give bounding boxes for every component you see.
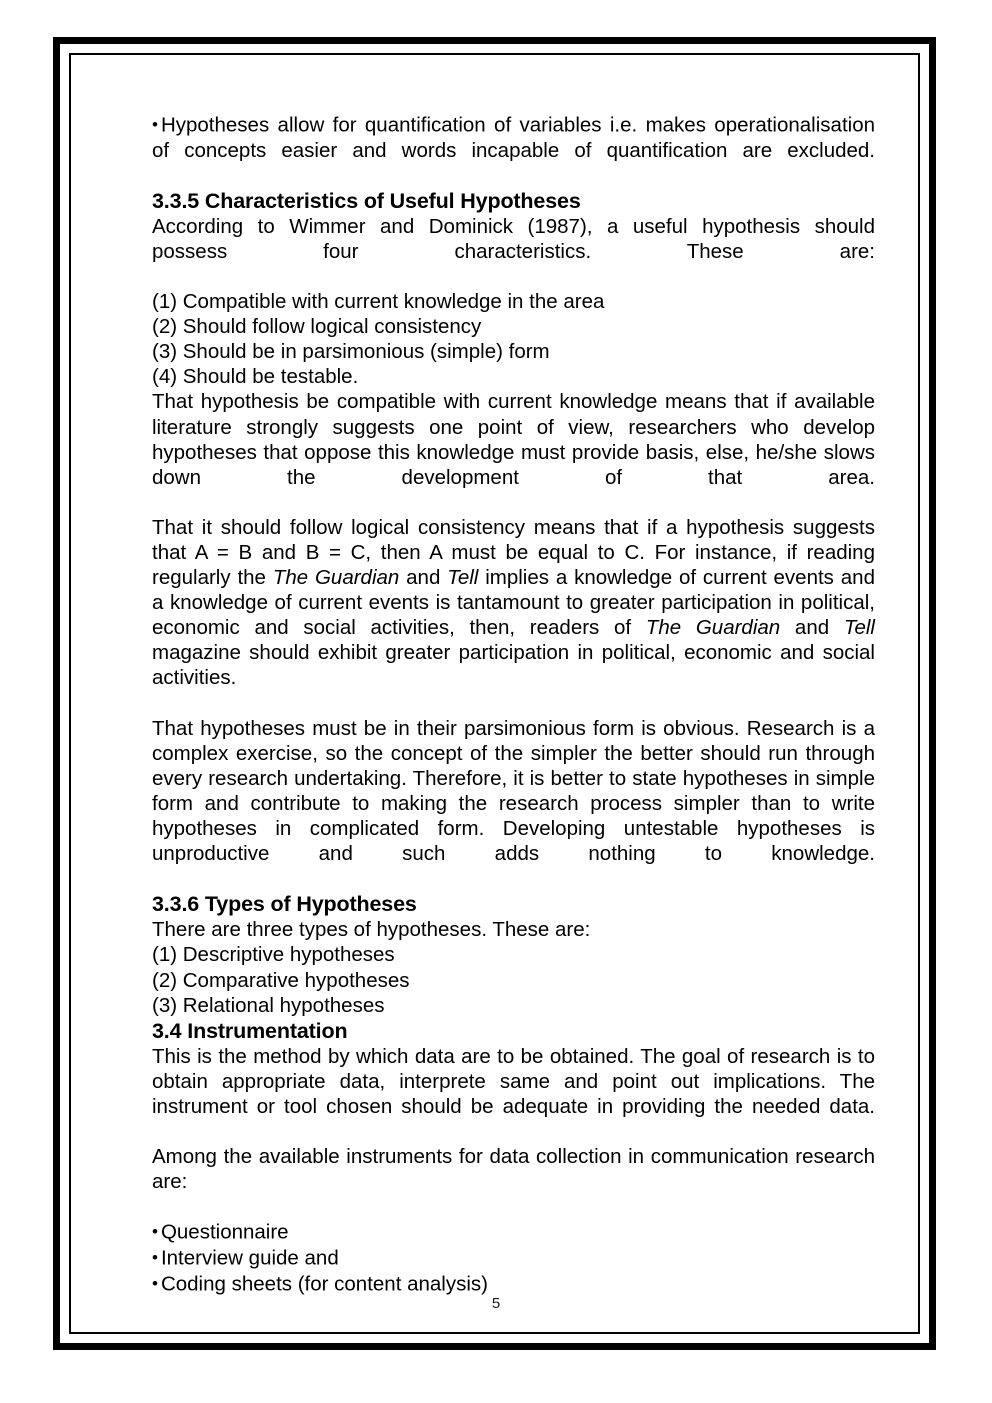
paragraph-logical-consistency xyxy=(152,515,875,716)
heading-3-3-6: 3.3.6 Types of Hypotheses xyxy=(152,892,417,917)
list-item-335-1: (1) Compatible with current knowledge in the area xyxy=(152,290,605,314)
paragraph-logical-seg3: implies a knowledge of current events and a knowledge of current events is tantamount to greater participation in political, economic and social activities, then, readers of xyxy=(152,566,875,640)
instrument-list-item-interview-guide xyxy=(152,1245,875,1271)
list-item-335-4: (4) Should be testable. xyxy=(152,365,359,389)
page-number: 5 xyxy=(491,1295,501,1312)
instrument-label: Questionnaire xyxy=(160,1220,289,1244)
paragraph-parsimonious-form: That hypotheses must be in their parsimonious form is obvious. Research is a complex exercise, so the concept of the simpler the better should run through every research undertaking. Therefore, it is better to state hypotheses in simple form and contribute to making the research process simpler than to write hypotheses in complicated form. Developing untestable hypotheses is unproductive and such adds nothing to knowledge. xyxy=(152,716,875,866)
instrument-list-item-coding-sheets xyxy=(152,1271,875,1297)
bullet-icon: • xyxy=(152,115,158,134)
paragraph-logical-seg1: That it should follow logical consistency means that if a hypothesis suggests that A = B and B = C, then A must be equal to C. For instance, if reading regularly the xyxy=(152,515,875,590)
publication-title-tell-2: Tell xyxy=(843,616,875,640)
paragraph-logical-seg2: and xyxy=(399,566,448,590)
paragraph-335-intro: According to Wimmer and Dominick (1987), a useful hypothesis should possess four characteristics. These are: xyxy=(152,214,875,263)
publication-title-guardian-2: The Guardian xyxy=(645,616,781,640)
page-content xyxy=(152,112,875,1296)
list-item-336-3: (3) Relational hypotheses xyxy=(152,993,385,1017)
publication-title-guardian-1: The Guardian xyxy=(272,566,400,590)
paragraph-logical-seg5: magazine should exhibit greater participation in political, economic and social activities. xyxy=(152,641,875,690)
bullet-paragraph-hypotheses-quantification xyxy=(152,112,875,188)
paragraph-34-among-instruments: Among the available instruments for data collection in communication research are: xyxy=(152,1145,875,1194)
instrument-label: Interview guide and xyxy=(160,1246,339,1270)
paragraph-34-intro: This is the method by which data are to be obtained. The goal of research is to obtain appropriate data, interprete same and point out implications. The instrument or tool chosen should be adequate in providing the needed data. xyxy=(152,1044,875,1118)
paragraph-compatible-knowledge: That hypothesis be compatible with current knowledge means that if available literature strongly suggests one point of view, researchers who develop hypotheses that oppose this knowledge must provide basis, else, he/she slows down the development of that area. xyxy=(152,390,875,489)
paragraph-336-intro: There are three types of hypotheses. These are: xyxy=(152,918,591,942)
bullet-icon: • xyxy=(152,1222,158,1242)
heading-3-4: 3.4 Instrumentation xyxy=(152,1018,348,1043)
list-item-335-2: (2) Should follow logical consistency xyxy=(152,315,482,339)
heading-3-3-5: 3.3.5 Characteristics of Useful Hypotheses xyxy=(152,188,581,213)
bullet-icon: • xyxy=(152,1273,158,1293)
instrument-list-item-questionnaire xyxy=(152,1219,875,1245)
bullet-icon: • xyxy=(152,1247,158,1267)
publication-title-tell-1: Tell xyxy=(447,566,479,590)
bullet-paragraph-text: Hypotheses allow for quantification of variables i.e. makes operationalisation of concepts easier and words incapable of quantification are excluded. xyxy=(152,113,875,162)
list-item-336-1: (1) Descriptive hypotheses xyxy=(152,943,395,967)
list-item-335-3: (3) Should be in parsimonious (simple) form xyxy=(152,340,550,364)
paragraph-logical-seg4: and xyxy=(780,616,844,640)
instrument-label: Coding sheets (for content analysis) xyxy=(160,1272,488,1296)
list-item-336-2: (2) Comparative hypotheses xyxy=(152,968,410,992)
